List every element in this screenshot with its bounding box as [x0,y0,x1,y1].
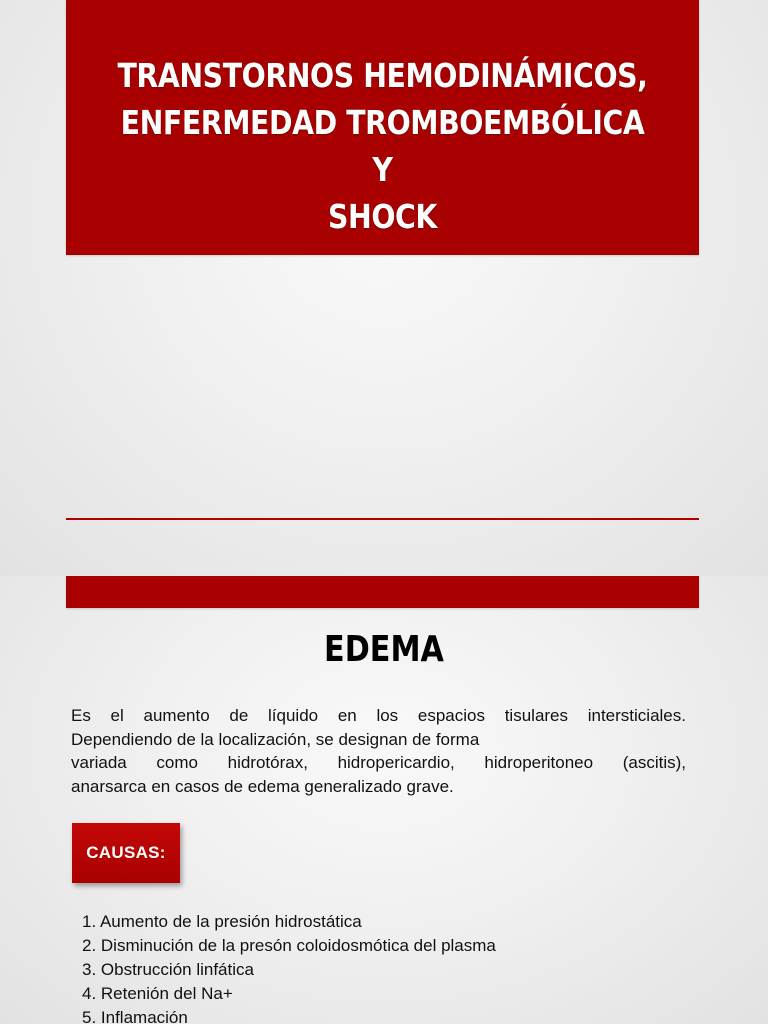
definition-line-4: anarsarca en casos de edema generalizado grave. [71,776,454,796]
title-banner [66,0,699,255]
header-banner [66,576,699,608]
definition-paragraph [71,704,686,798]
causes-list [82,910,496,1024]
title-line-1: TRANSTORNOS HEMODINÁMICOS, [117,56,648,95]
causes-label: CAUSAS: [86,843,166,862]
slide-2 [0,576,768,1024]
presentation-title [110,52,654,240]
cause-item: 3. Obstrucción linfática [82,960,254,979]
cause-item: 4. Retenión del Na+ [82,984,233,1003]
definition-line-3: variada como hidrotórax, hidropericardio, hidroperitoneo (ascitis), [71,753,686,772]
title-line-2: ENFERMEDAD TROMBOEMBÓLICA Y [120,103,645,189]
causes-label-box [72,823,180,883]
title-line-3: SHOCK [327,197,437,236]
cause-item: 5. Inflamación [82,1008,188,1024]
section-heading: EDEMA [324,629,444,670]
cause-item: 1. Aumento de la presión hidrostática [82,912,362,931]
definition-line-2: Dependiendo de la localización, se designan de forma [71,729,480,749]
title-divider-line [66,518,699,520]
definition-line-1: Es el aumento de líquido en los espacios tisulares intersticiales. [71,706,686,725]
cause-item: 2. Disminución de la presón coloidosmótica del plasma [82,936,496,955]
